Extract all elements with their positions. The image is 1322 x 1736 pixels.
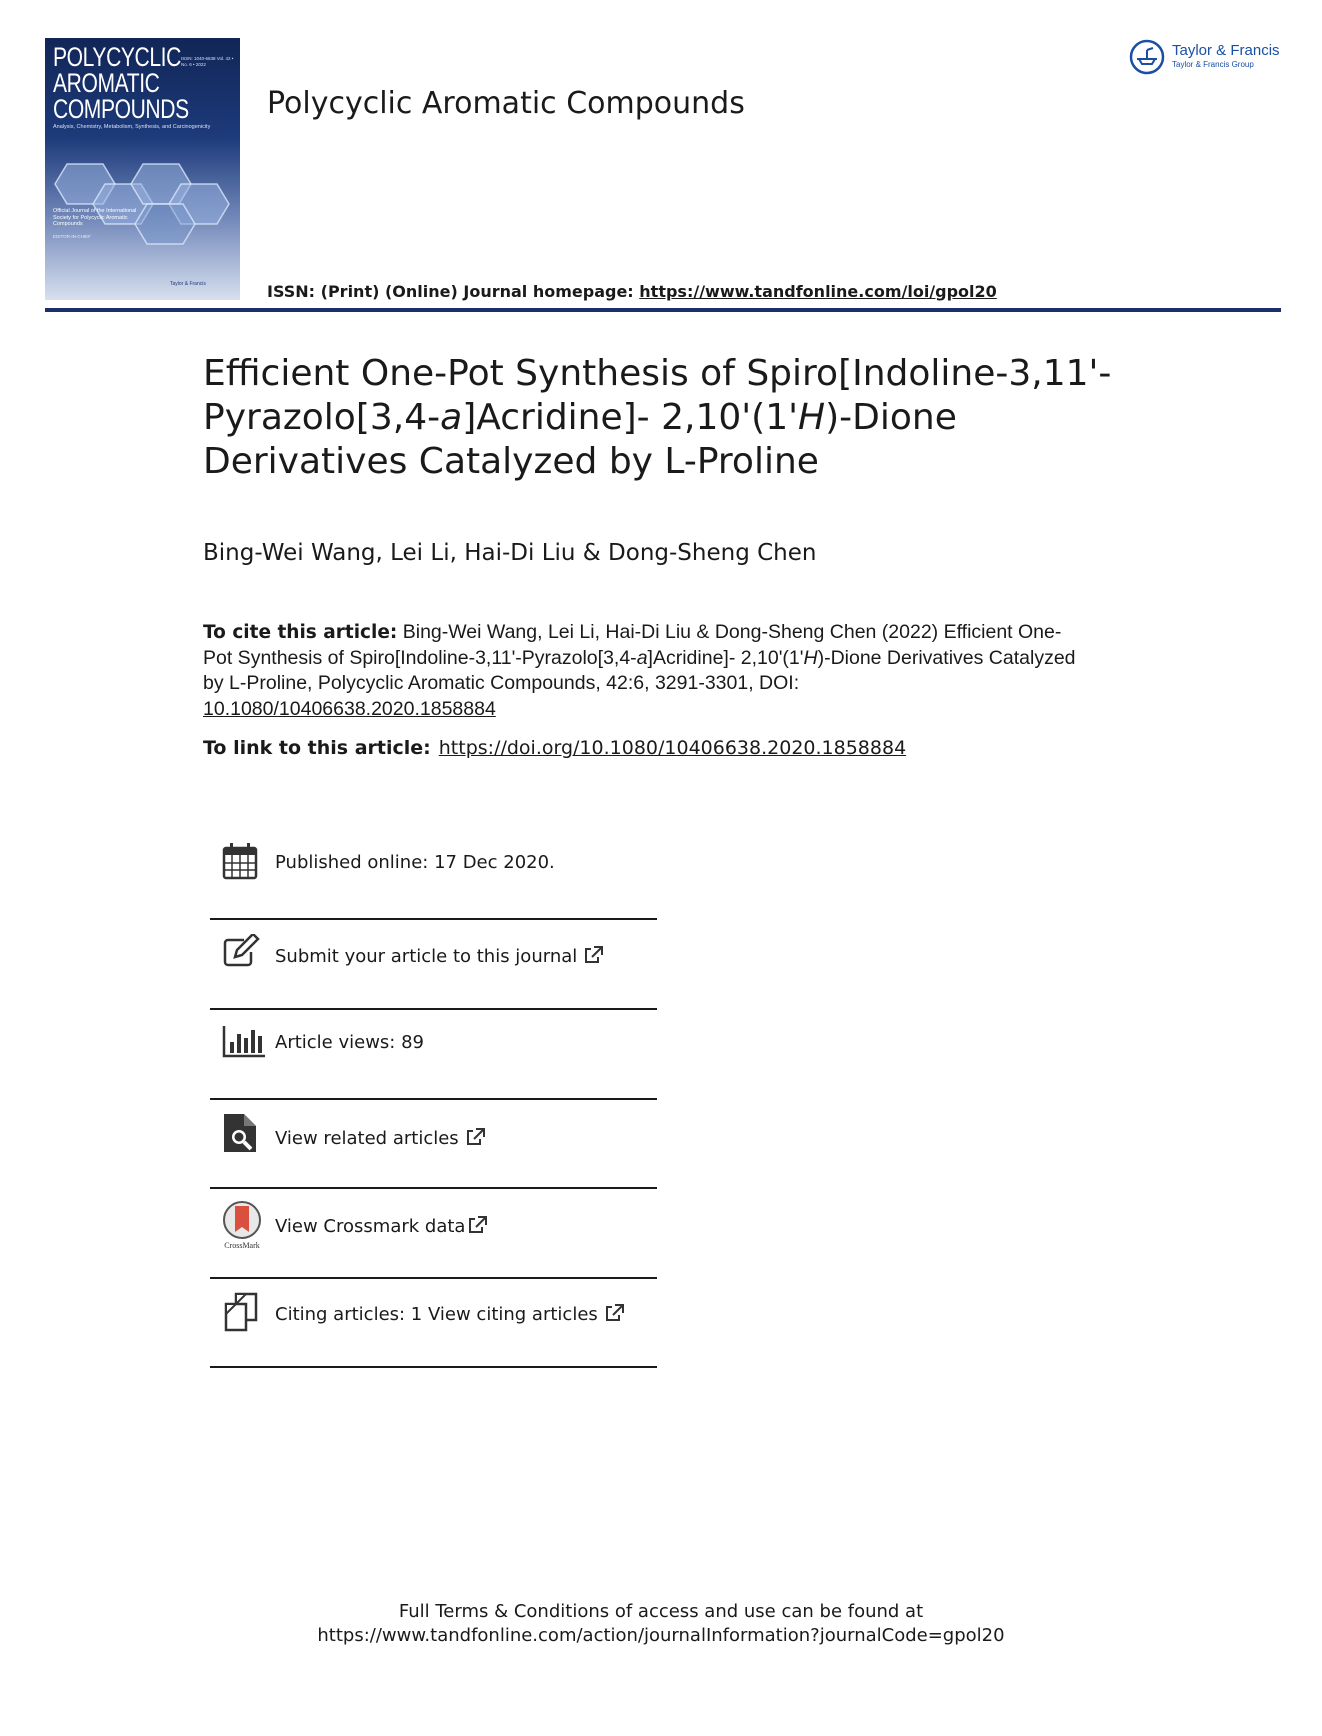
footer <box>0 1600 1322 1648</box>
external-link-icon <box>604 1304 624 1322</box>
row-divider <box>210 1277 657 1279</box>
publisher-name: Taylor & Francis <box>1172 42 1280 59</box>
published-date: Published online: 17 Dec 2020. <box>275 852 555 873</box>
cover-subtitle: Analysis, Chemistry, Metabolism, Synthesis, and Carcinogenicity <box>53 124 211 130</box>
cover-title-line: COMPOUNDS <box>53 94 189 124</box>
authors: Bing-Wei Wang, Lei Li, Hai-Di Liu & Dong-Sheng Chen <box>203 540 817 566</box>
crossmark-link[interactable]: View Crossmark data <box>275 1216 487 1237</box>
documents-icon <box>222 1292 262 1332</box>
article-title-line: Derivatives Catalyzed by L-Proline <box>203 441 819 482</box>
journal-cover <box>45 38 240 300</box>
crossmark-row[interactable] <box>210 1200 657 1256</box>
citation-doi-link[interactable]: 10.1080/10406638.2020.1858884 <box>203 697 496 720</box>
citing-articles-link[interactable]: Citing articles: 1 View citing articles <box>275 1304 624 1325</box>
cover-publisher: Taylor & Francis <box>170 281 206 287</box>
taylor-francis-icon <box>1128 38 1166 76</box>
submit-article-row[interactable] <box>210 934 657 978</box>
published-row <box>210 842 657 886</box>
edit-icon <box>222 934 260 968</box>
footer-terms: Full Terms & Conditions of access and use can be found at <box>398 1601 924 1622</box>
footer-terms-link[interactable]: https://www.tandfonline.com/action/journalInformation?journalCode=gpol20 <box>317 1625 1005 1646</box>
external-link-icon <box>465 1128 485 1146</box>
bar-chart-icon <box>222 1024 266 1058</box>
issn-line <box>267 282 997 301</box>
cover-title-line: AROMATIC <box>53 68 160 98</box>
cover-title-line: POLYCYCLIC <box>53 42 181 72</box>
row-divider <box>210 1187 657 1189</box>
article-views: Article views: 89 <box>275 1032 424 1053</box>
article-views-row <box>210 1022 657 1066</box>
publisher-group: Taylor & Francis Group <box>1172 60 1254 69</box>
cover-title <box>53 44 189 122</box>
related-articles-row[interactable] <box>210 1112 657 1156</box>
journal-homepage-link[interactable]: https://www.tandfonline.com/loi/gpol20 <box>639 282 997 301</box>
citing-articles-row[interactable] <box>210 1292 657 1336</box>
article-title-line: Pyrazolo[3,4-a]Acridine]- 2,10'(1'H)-Dione <box>203 397 957 438</box>
citation-label: To cite this article: <box>203 622 398 643</box>
row-divider <box>210 1098 657 1100</box>
journal-title: Polycyclic Aromatic Compounds <box>267 86 745 121</box>
crossmark-icon <box>222 1200 262 1252</box>
article-doi-link[interactable]: https://doi.org/10.1080/10406638.2020.1858884 <box>438 737 907 759</box>
article-link-label: To link to this article: <box>203 737 431 759</box>
row-divider <box>210 1366 657 1368</box>
cover-volume: ISSN: 1040-6638 Vol. 42 • No. 6 • 2022 <box>181 56 234 67</box>
submit-article-link[interactable]: Submit your article to this journal <box>275 946 603 967</box>
related-articles-link[interactable]: View related articles <box>275 1128 485 1149</box>
cover-official-journal: Official Journal of the International Society for Polycyclic Aromatic Compounds <box>53 208 137 227</box>
external-link-icon <box>467 1216 487 1234</box>
issn-label: ISSN: (Print) (Online) Journal homepage: <box>267 282 634 301</box>
row-divider <box>210 918 657 920</box>
article-link-line <box>203 737 906 759</box>
cover-editor: EDITOR-IN-CHIEF <box>53 234 91 239</box>
crossmark-logo-text: CrossMark <box>224 1241 260 1250</box>
article-title-line: Efficient One-Pot Synthesis of Spiro[Indoline-3,11'- <box>203 353 1112 394</box>
calendar-icon <box>222 842 258 880</box>
external-link-icon <box>583 946 603 964</box>
header-divider <box>45 308 1281 312</box>
document-search-icon <box>222 1112 258 1154</box>
row-divider <box>210 1008 657 1010</box>
citation-block: To cite this article: Bing-Wei Wang, Lei Li, Hai-Di Liu & Dong-Sheng Chen (2022) Efficient One-Pot Synthesis of Spiro[Indoline-3,11'-Pyrazolo[3,4-a]Acridine]- 2,10'(1'H)-Dione Derivatives Catalyzed by L-Proline, Polycyclic Aromatic Compounds, 42:6, 3291-3301, DOI: 10.1080/10406638.2020.1858884 <box>203 621 1076 720</box>
taylor-francis-logo[interactable] <box>1128 38 1288 78</box>
article-title <box>203 352 1153 484</box>
